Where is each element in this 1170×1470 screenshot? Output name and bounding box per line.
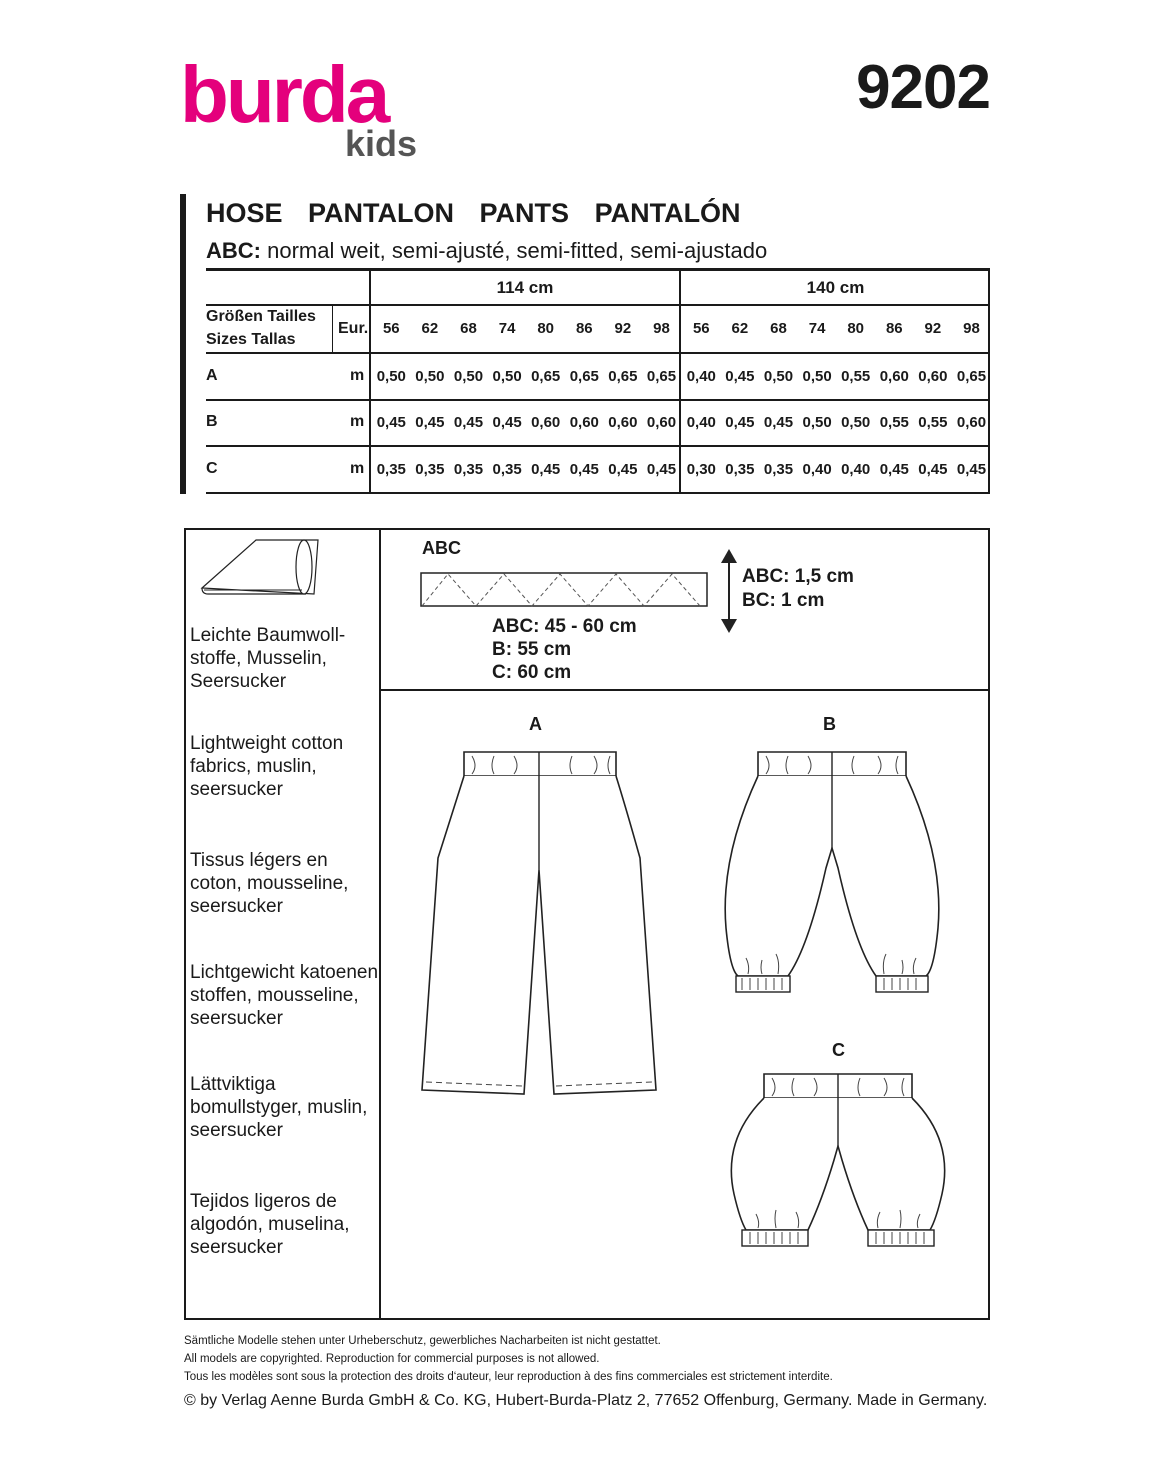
yardage-cell: 0,45 bbox=[763, 414, 794, 431]
row-unit: m bbox=[350, 460, 365, 477]
title-word-es: PANTALÓN bbox=[594, 198, 741, 228]
yardage-cell: 0,55 bbox=[841, 368, 871, 385]
size-header: 92 bbox=[924, 320, 942, 337]
elastic-width-bc: BC: 1 cm bbox=[742, 590, 825, 611]
fabric-line: Lichtgewicht katoenen bbox=[190, 962, 379, 983]
title-word-fr: PANTALON bbox=[308, 198, 455, 228]
size-header: 56 bbox=[382, 320, 400, 337]
size-header: 62 bbox=[731, 320, 749, 337]
table-rule bbox=[206, 445, 990, 447]
fabric-line: fabrics, muslin, bbox=[190, 756, 317, 777]
brand-text: burda bbox=[180, 56, 388, 139]
size-header: 74 bbox=[808, 320, 826, 337]
fabric-line: seersucker bbox=[190, 896, 283, 917]
size-header-de-fr: Größen Tailles bbox=[206, 308, 316, 325]
size-header: 98 bbox=[963, 320, 980, 337]
title-bar bbox=[180, 194, 186, 494]
yardage-cell: 0,65 bbox=[956, 368, 987, 385]
size-header: 68 bbox=[460, 320, 477, 337]
pattern-number: 9202 bbox=[856, 53, 990, 122]
size-header: 80 bbox=[537, 320, 555, 337]
page-title bbox=[206, 198, 759, 229]
yardage-cell: 0,35 bbox=[376, 461, 406, 478]
size-header: 56 bbox=[692, 320, 710, 337]
yardage-cell: 0,65 bbox=[646, 368, 677, 385]
fabric-line: Lättviktiga bbox=[190, 1074, 276, 1095]
elastic-length-abc: ABC: 45 - 60 cm bbox=[492, 616, 637, 637]
fabric-line: Seersucker bbox=[190, 671, 287, 692]
elastic-length-b: B: 55 cm bbox=[492, 639, 572, 660]
footer-copyright-fr: Tous les modèles sont sous la protection des droits d‘auteur, leur reproduction à des fins commerciales est strictement interdite. bbox=[184, 1371, 833, 1383]
yardage-cell: 0,40 bbox=[802, 461, 832, 478]
yardage-cell: 0,55 bbox=[918, 414, 948, 431]
footer-copyright-en: All models are copyrighted. Reproduction for commercial purposes is not allowed. bbox=[184, 1353, 600, 1365]
elastic-width-abc: ABC: 1,5 cm bbox=[742, 566, 854, 587]
fabric-line: stoffen, mousseline, bbox=[190, 985, 359, 1006]
yardage-cell: 0,45 bbox=[453, 414, 484, 431]
fabric-line: Lightweight cotton bbox=[190, 733, 344, 754]
box-divider-vertical bbox=[379, 528, 381, 1320]
yardage-cell: 0,40 bbox=[841, 461, 871, 478]
yardage-cell: 0,45 bbox=[725, 414, 755, 431]
table-rule bbox=[206, 268, 990, 271]
yardage-cell: 0,65 bbox=[608, 368, 638, 385]
yardage-cell: 0,45 bbox=[956, 461, 987, 478]
yardage-cell: 0,60 bbox=[531, 414, 561, 431]
yardage-cell: 0,45 bbox=[646, 461, 677, 478]
burda-kids-logo bbox=[180, 56, 450, 166]
size-header: 80 bbox=[847, 320, 865, 337]
yardage-cell: 0,50 bbox=[453, 368, 484, 385]
yardage-cell: 0,35 bbox=[492, 461, 522, 478]
fabric-text-nl bbox=[190, 961, 378, 1030]
size-header: 86 bbox=[885, 320, 903, 337]
yardage-cell: 0,45 bbox=[415, 414, 445, 431]
yardage-cell: 0,45 bbox=[879, 461, 909, 478]
yardage-cell: 0,50 bbox=[841, 414, 871, 431]
publisher-copyright: © by Verlag Aenne Burda GmbH & Co. KG, Hubert-Burda-Platz 2, 77652 Offenburg, Germany. Made in Germany. bbox=[184, 1392, 988, 1409]
fabric-line: Tissus légers en bbox=[190, 850, 328, 871]
yardage-cell: 0,45 bbox=[569, 461, 599, 478]
fabric-line: seersucker bbox=[190, 1008, 283, 1029]
table-rule bbox=[206, 352, 990, 354]
row-unit: m bbox=[350, 367, 365, 384]
yardage-cell: 0,65 bbox=[569, 368, 599, 385]
yardage-cell: 0,40 bbox=[686, 414, 716, 431]
yardage-cell: 0,45 bbox=[376, 414, 406, 431]
table-rule bbox=[206, 492, 990, 494]
fit-text: normal weit, semi-ajusté, semi-fitted, semi-ajustado bbox=[267, 238, 768, 263]
yardage-cell: 0,50 bbox=[415, 368, 445, 385]
yardage-cell: 0,45 bbox=[608, 461, 638, 478]
yardage-table bbox=[206, 268, 990, 494]
row-view-label: A bbox=[206, 367, 218, 384]
width-header-114: 114 cm bbox=[496, 278, 554, 297]
size-header: 86 bbox=[575, 320, 593, 337]
table-rule bbox=[206, 399, 990, 401]
title-word-de: HOSE bbox=[206, 198, 283, 228]
yardage-cell: 0,50 bbox=[376, 368, 406, 385]
yardage-cell: 0,40 bbox=[686, 368, 716, 385]
yardage-cell: 0,65 bbox=[531, 368, 561, 385]
yardage-cell: 0,35 bbox=[453, 461, 484, 478]
yardage-cell: 0,45 bbox=[725, 368, 755, 385]
yardage-cell: 0,50 bbox=[492, 368, 522, 385]
row-view-label: B bbox=[206, 413, 218, 430]
yardage-cell: 0,55 bbox=[879, 414, 909, 431]
yardage-cell: 0,35 bbox=[725, 461, 755, 478]
view-b-bloomers-drawing bbox=[716, 748, 946, 1003]
elastic-length-c: C: 60 cm bbox=[492, 662, 572, 683]
eur-label: Eur. bbox=[338, 320, 369, 337]
elastic-band-drawing bbox=[420, 572, 710, 608]
fabric-line: Leichte Baumwoll- bbox=[190, 625, 346, 646]
fit-label: ABC: bbox=[206, 238, 261, 263]
size-header: 92 bbox=[614, 320, 632, 337]
fabric-line: bomullstyger, muslin, bbox=[190, 1097, 368, 1118]
width-header-140: 140 cm bbox=[806, 278, 865, 297]
fabric-line: seersucker bbox=[190, 1237, 283, 1258]
yardage-cell: 0,45 bbox=[492, 414, 522, 431]
size-header: 68 bbox=[770, 320, 787, 337]
yardage-cell: 0,60 bbox=[956, 414, 987, 431]
fabric-line: stoffe, Musselin, bbox=[190, 648, 327, 669]
size-header: 98 bbox=[653, 320, 670, 337]
fabric-line: algodón, muselina, bbox=[190, 1214, 350, 1235]
yardage-cell: 0,50 bbox=[802, 368, 832, 385]
footer-copyright-de: Sämtliche Modelle stehen unter Urheberschutz, gewerbliches Nacharbeiten ist nicht gestattet. bbox=[184, 1335, 661, 1347]
table-rule bbox=[332, 304, 333, 352]
fabric-text-es bbox=[190, 1190, 350, 1259]
size-header: 74 bbox=[498, 320, 516, 337]
yardage-cell: 0,45 bbox=[918, 461, 948, 478]
size-header-en-es: Sizes Tallas bbox=[206, 331, 296, 348]
fabric-text-fr bbox=[190, 849, 348, 918]
fabric-text-de bbox=[190, 624, 345, 693]
view-label-b: B bbox=[823, 714, 836, 734]
yardage-cell: 0,60 bbox=[918, 368, 948, 385]
view-a-pants-drawing bbox=[414, 748, 664, 1100]
fabric-line: Tejidos ligeros de bbox=[190, 1191, 337, 1212]
sub-brand-text: kids bbox=[345, 123, 418, 164]
view-c-bloomers-drawing bbox=[722, 1070, 952, 1270]
yardage-cell: 0,50 bbox=[763, 368, 794, 385]
title-word-en: PANTS bbox=[479, 198, 570, 228]
table-rule bbox=[369, 268, 371, 494]
yardage-cell: 0,60 bbox=[646, 414, 677, 431]
yardage-cell: 0,60 bbox=[608, 414, 638, 431]
yardage-cell: 0,45 bbox=[531, 461, 561, 478]
fabric-text-en bbox=[190, 732, 343, 801]
yardage-cell: 0,60 bbox=[879, 368, 909, 385]
yardage-cell: 0,35 bbox=[415, 461, 445, 478]
yardage-cell: 0,35 bbox=[763, 461, 794, 478]
yardage-cell: 0,30 bbox=[686, 461, 716, 478]
row-unit: m bbox=[350, 413, 365, 430]
fabric-roll-icon bbox=[198, 534, 323, 600]
view-label-c: C bbox=[832, 1040, 845, 1060]
fabric-line: coton, mousseline, bbox=[190, 873, 349, 894]
yardage-cell: 0,50 bbox=[802, 414, 832, 431]
fabric-line: seersucker bbox=[190, 779, 283, 800]
fit-description bbox=[206, 238, 767, 264]
size-header: 62 bbox=[421, 320, 439, 337]
view-label-a: A bbox=[529, 714, 542, 734]
elastic-width-arrow-icon bbox=[719, 549, 739, 633]
row-view-label: C bbox=[206, 460, 218, 477]
elastic-label: ABC bbox=[422, 538, 461, 558]
fabric-text-sv bbox=[190, 1073, 367, 1142]
fabric-line: seersucker bbox=[190, 1120, 283, 1141]
box-divider-horizontal bbox=[379, 689, 990, 691]
yardage-cell: 0,60 bbox=[569, 414, 599, 431]
table-rule bbox=[206, 304, 990, 306]
